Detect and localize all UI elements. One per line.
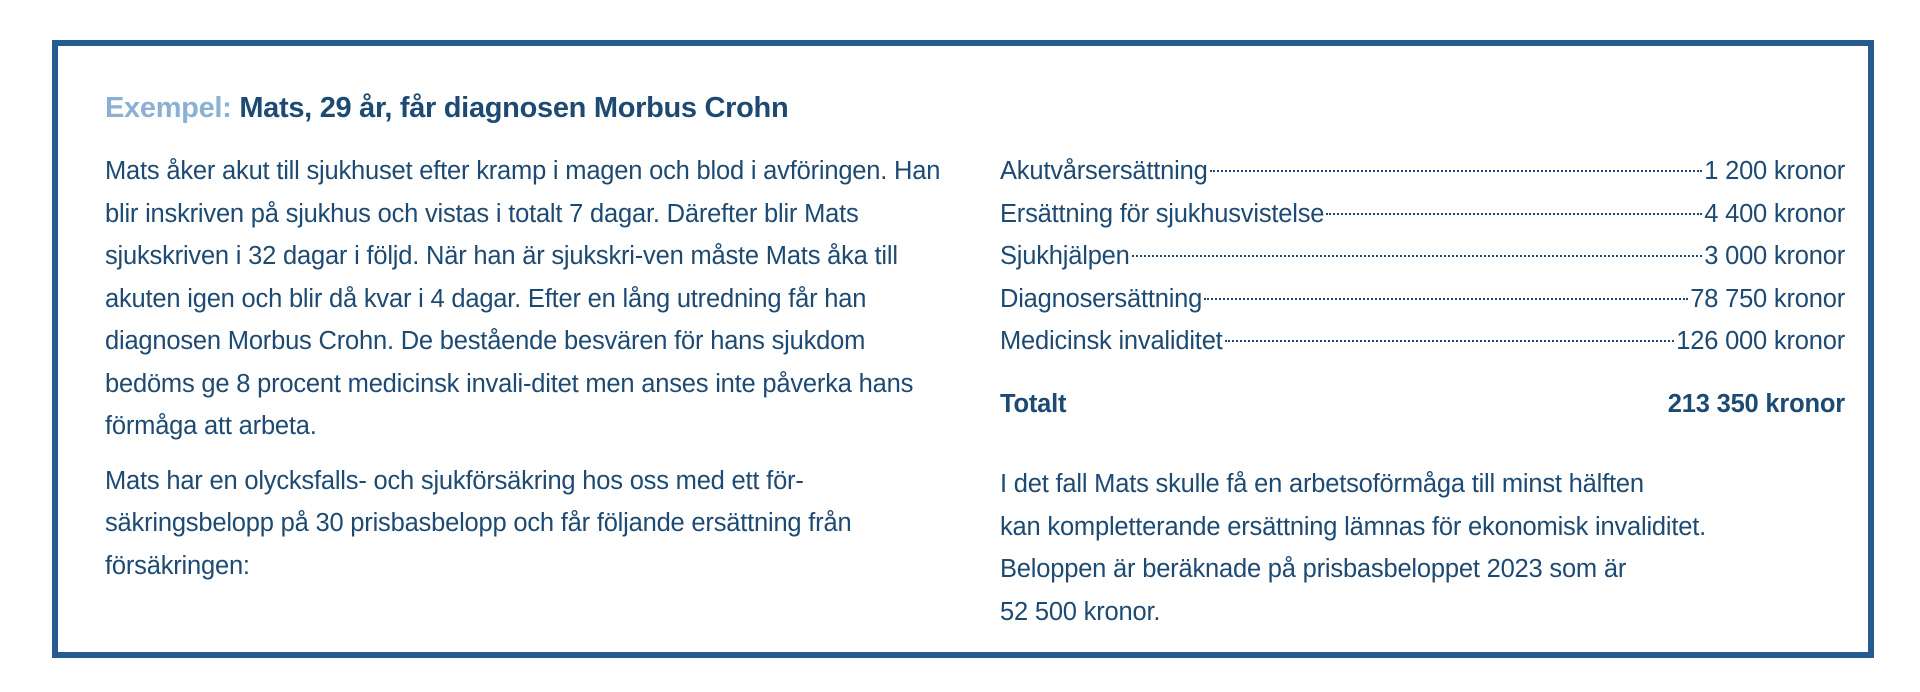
compensation-label: Ersättning för sjukhusvistelse (1000, 199, 1325, 228)
compensation-amount: 78 750 kronor (1690, 284, 1845, 313)
compensation-row (1000, 320, 1845, 363)
compensation-amount: 4 400 kronor (1704, 199, 1845, 228)
note-line: 52 500 kronor. (1000, 597, 1161, 626)
total-label: Totalt (1000, 389, 1067, 418)
compensation-amount: 3 000 kronor (1704, 242, 1845, 270)
compensation-amount: 126 000 kronor (1676, 327, 1845, 355)
note-line: I det fall Mats skulle få en arbetsoförmåga till minst hälften (1000, 470, 1644, 498)
note-line: Beloppen är beräknade på prisbasbeloppet 2023 som är (1000, 555, 1627, 583)
note-line: kan kompletterande ersättning lämnas för ekonomisk invaliditet. (1000, 512, 1707, 541)
compensation-list (1000, 150, 1845, 363)
dotted-leader (1225, 340, 1675, 342)
case-paragraph-2: Mats har en olycksfalls- och sjukförsäkring hos oss med ett för-säkringsbelopp på 30 prisbasbelopp och får följande ersättning från försäkringen: (105, 466, 852, 580)
compensation-label: Medicinsk invaliditet (1000, 327, 1223, 355)
total-amount: 213 350 kronor (1667, 389, 1845, 418)
total-row (1000, 383, 1845, 426)
compensation-row (1000, 278, 1845, 321)
example-box (52, 40, 1874, 658)
case-description (105, 150, 955, 587)
compensation-row (1000, 150, 1845, 193)
compensation-label: Diagnosersättning (1000, 284, 1203, 313)
dotted-leader (1326, 213, 1702, 215)
example-heading-title: Mats, 29 år, får diagnosen Morbus Crohn (239, 92, 789, 124)
example-heading (105, 88, 788, 128)
compensation-label: Sjukhjälpen (1000, 242, 1130, 270)
compensation-row (1000, 235, 1845, 278)
example-heading-prefix: Exempel: (105, 92, 232, 124)
compensation-amount: 1 200 kronor (1704, 157, 1845, 185)
case-paragraph-1: Mats åker akut till sjukhuset efter kramp i magen och blod i avföringen. Han blir inskriven på sjukhus och vistas i totalt 7 dagar. Därefter blir Mats sjukskriven i 32 dagar i följd. När han är sjukskri-ven måste Mats åka till akuten igen och blir då kvar i 4 dagar. Efter en lång utredning får han diagnosen Morbus Crohn. De bestående besvären för hans sjukdom bedöms ge 8 procent medicinsk invali-ditet men anses inte påverka hans förmåga att arbeta. (105, 157, 941, 440)
dotted-leader (1204, 298, 1688, 300)
compensation-summary (1000, 150, 1845, 633)
dotted-leader (1210, 170, 1703, 172)
compensation-row (1000, 193, 1845, 236)
dotted-leader (1132, 255, 1703, 257)
compensation-label: Akutvårsersättning (1000, 157, 1208, 185)
disability-note (1000, 463, 1845, 633)
